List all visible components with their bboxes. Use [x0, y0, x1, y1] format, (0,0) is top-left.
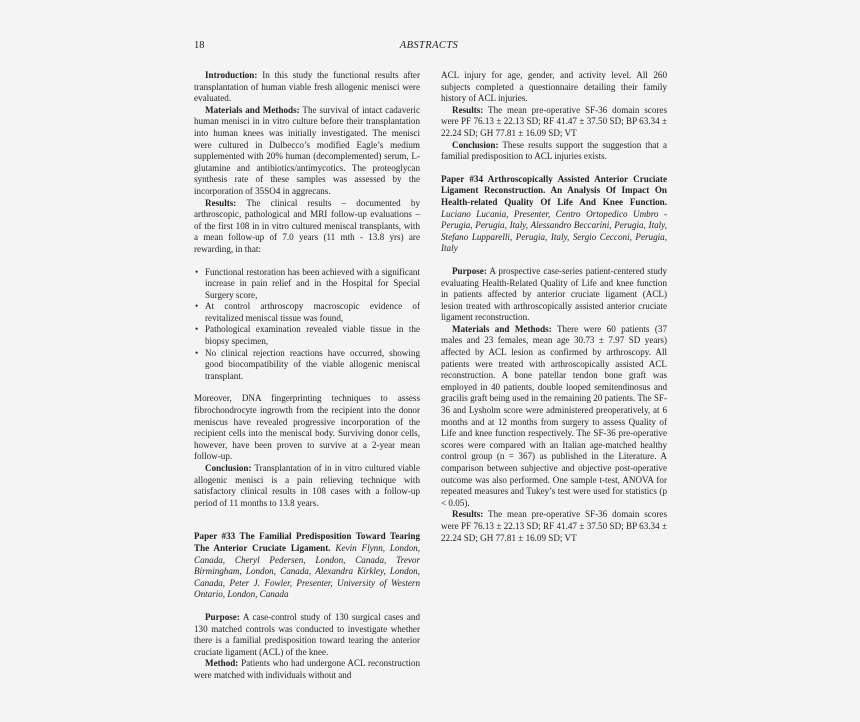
paper-34-authors: Luciano Lucania, Presenter, Centro Ortopedico Umbro - Perugia, Perugia, Italy, Alessandro Beccarini, Perugia, Italy, Stefano Lupparelli, Perugia, Italy, Sergio Cecconi, Perugia, Italy: [441, 208, 667, 254]
results-label: Results:: [205, 197, 237, 208]
bullet-item: • Functional restoration has been achieved with a significant increase in pain relief and in the Hospital for Special Surgery score,: [194, 267, 420, 302]
conclusion-paragraph: [441, 140, 667, 163]
method-text: Patients who had undergone ACL reconstruction were matched with individuals without and: [194, 658, 420, 680]
conclusion-label: Conclusion:: [452, 139, 499, 150]
purpose-paragraph: [194, 612, 420, 658]
method-paragraph: [194, 658, 420, 681]
purpose-text: A prospective case-series patient-centered study evaluating Health-Related Quality of Life and knee function in patients affected by anterior cruciate ligament (ACL) lesion treated with arthroscopically assisted anterior cruciate ligament reconstruction.: [441, 265, 667, 323]
results-paragraph: [441, 105, 667, 140]
paper-34-heading: [441, 174, 667, 255]
moreover-paragraph: Moreover, DNA fingerprinting techniques to assess fibrochondrocyte ingrowth from the recipient into the donor meniscus have revealed progressive incorporation of the recipient cells into the meniscal body. Surviving donor cells, however, have been proven to survive at a 2-year mean follow-up.: [194, 393, 420, 462]
paper-34-title: Paper #34 Arthroscopically Assisted Anterior Cruciate Ligament Reconstruction. An Analysis Of Impact On Health-related Quality Of Life And Knee Function.: [441, 173, 667, 207]
conclusion-paragraph: [194, 463, 420, 509]
methods-text: There were 60 patients (37 males and 23 females, mean age 30.73 ± 7.97 SD years) affected by ACL lesion as confirmed by arthroscopy. All patients were treated with arthroscopically assisted ACL reconstruction. A bone patellar tendon bone graft was employed in 40 patients, double looped semitendinosus and gracilis graft being used in the remaining 20 patients. The SF-36 and Lysholm score were administered preoperatively, at 6 months and at 12 months from surgery to assess Quality of Life and knee function respectively. The SF-36 pre-operative scores were compared with an Italian age-matched healthy control group (n = 367) as published in the Literature. A comparison between subjective and objective post-operative outcome was also performed. One sample t-test, ANOVA for repeated measures and Tukey’s test were used for statistics (p < 0.05).: [441, 323, 667, 508]
introduction-paragraph: [194, 70, 420, 105]
conclusion-label: Conclusion:: [205, 463, 252, 473]
continued-paragraph: ACL injury for age, gender, and activity level. All 260 subjects completed a questionnaire detailing their family history of ACL injuries.: [441, 70, 667, 104]
purpose-label: Purpose:: [205, 611, 240, 622]
conclusion-text: Transplantation of in in vitro cultured viable allogenic menisci is a pain relieving technique with satisfactory clinical results in 108 cases with a follow-up period of 11 months to 13.8 years.: [194, 463, 420, 508]
introduction-text: In this study the functional results after transplantation of human viable fresh allogenic menisci were evaluated.: [194, 70, 420, 104]
method-label: Method:: [205, 658, 239, 669]
bullet-item: • No clinical rejection reactions have occurred, showing good biocompatibility of the viable allogenic meniscal transplant.: [194, 348, 420, 383]
purpose-text: A case-control study of 130 surgical cases and 130 matched controls was conducted to investigate whether there is a familial predisposition toward tearing the anterior cruciate ligament (ACL) of the knee.: [194, 611, 420, 657]
conclusion-text: These results support the suggestion that a familial predisposition to ACL injuries exists.: [441, 139, 667, 162]
results-label: Results:: [452, 509, 484, 520]
results-paragraph: [441, 509, 667, 544]
methods-text: The survival of intact cadaveric human menisci in in vitro culture before their transplantation into human knees was initially investigated. The menisci were cultured in Dulbecco’s modified Eagle’s medium supplemented with 20% human (decomplemented) serum, L-glutamine and antibiotics/antimycotics. The proteoglycan synthesis rate of these samples was assessed by the incorporation of 35SO4 in aggrecans.: [194, 104, 420, 196]
right-column: [441, 70, 667, 544]
bullet-item: • At control arthroscopy macroscopic evidence of revitalized meniscal tissue was found,: [194, 301, 420, 324]
methods-paragraph: [441, 324, 667, 510]
results-paragraph: [194, 198, 420, 256]
running-title: ABSTRACTS: [399, 40, 459, 51]
results-text: The clinical results – documented by arthroscopic, pathological and MRI follow-up evaluations – of the first 108 in in vitro cultured meniscal transplants, with a mean follow-up of 7.0 years (11 mth - 13.8 yrs) are rewarding, in that:: [194, 197, 420, 254]
introduction-label: Introduction:: [205, 70, 258, 80]
paper-33-title: Paper #33 The Familial Predisposition Toward Tearing The Anterior Cruciate Ligament.: [194, 531, 420, 553]
page-header: [194, 40, 664, 54]
results-text: The mean pre-operative SF-36 domain scores were PF 76.13 ± 22.13 SD; RF 41.47 ± 37.50 SD; BP 63.34 ± 22.24 SD; GH 77.81 ± 16.09 SD; VT: [441, 509, 667, 543]
results-label: Results:: [452, 104, 484, 115]
results-text: The mean pre-operative SF-36 domain scores were PF 76.13 ± 22.13 SD; RF 41.47 ± 37.50 SD; BP 63.34 ± 22.24 SD; GH 77.81 ± 16.09 SD; VT: [441, 104, 667, 138]
bullet-item: • Pathological examination revealed viable tissue in the biopsy specimen,: [194, 324, 420, 347]
purpose-paragraph: [441, 266, 667, 324]
methods-label: Materials and Methods:: [205, 104, 300, 115]
methods-paragraph: [194, 105, 420, 198]
left-column: [194, 70, 420, 682]
paper-33-authors: Kevin Flynn, London, Canada, Cheryl Pedersen, London, Canada, Trevor Birmingham, London, Canada, Alexandra Kirkley, London, Canada, Peter J. Fowler, Presenter, University of Western Ontario, London, Canada: [194, 542, 420, 600]
purpose-label: Purpose:: [452, 265, 487, 276]
paper-33-heading: [194, 531, 420, 601]
results-bullet-list: [194, 267, 420, 383]
page-number: 18: [194, 40, 205, 51]
methods-label: Materials and Methods:: [452, 323, 552, 334]
